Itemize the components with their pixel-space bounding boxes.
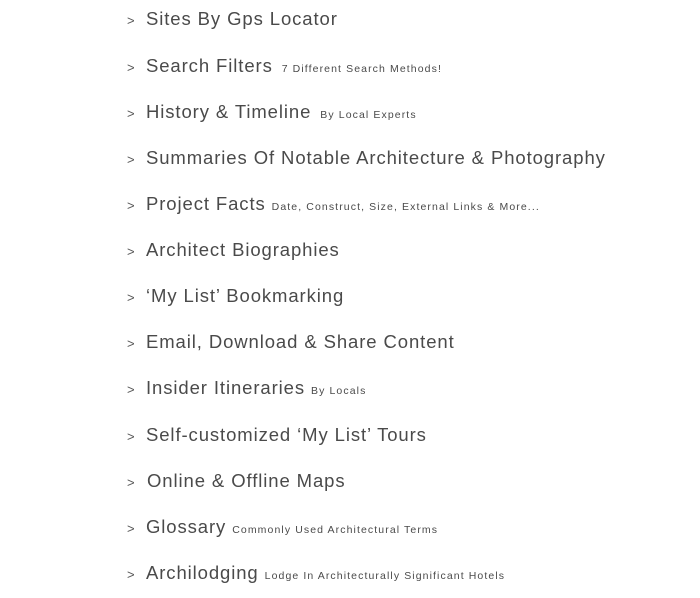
feature-item-insider-itineraries bbox=[127, 377, 366, 413]
feature-title: Architect Biographies bbox=[146, 239, 340, 260]
chevron-right-icon: > bbox=[127, 382, 135, 397]
chevron-right-icon: > bbox=[127, 60, 135, 75]
chevron-right-icon: > bbox=[127, 106, 135, 121]
feature-item-my-list-tours bbox=[127, 424, 427, 460]
feature-title: Online & Offline Maps bbox=[147, 470, 346, 491]
feature-title: Glossary bbox=[146, 516, 227, 537]
feature-subtitle: By Local Experts bbox=[320, 109, 417, 121]
chevron-right-icon: > bbox=[127, 336, 135, 351]
feature-title: ‘My List’ Bookmarking bbox=[146, 285, 345, 306]
feature-title: Summaries Of Notable Architecture & Photography bbox=[146, 147, 606, 168]
feature-item-summaries bbox=[127, 147, 606, 183]
feature-item-glossary bbox=[127, 516, 438, 552]
chevron-right-icon: > bbox=[127, 290, 135, 305]
chevron-right-icon: > bbox=[127, 429, 135, 444]
feature-subtitle: 7 Different Search Methods! bbox=[281, 63, 442, 75]
feature-subtitle: By Locals bbox=[311, 385, 367, 397]
feature-subtitle: Commonly Used Architectural Terms bbox=[232, 524, 439, 536]
feature-title: Project Facts bbox=[146, 193, 266, 214]
chevron-right-icon: > bbox=[127, 13, 135, 28]
feature-item-archilodging bbox=[127, 562, 505, 598]
feature-subtitle: Date, Construct, Size, External Links & More... bbox=[271, 201, 540, 213]
chevron-right-icon: > bbox=[127, 198, 135, 213]
chevron-right-icon: > bbox=[127, 475, 135, 490]
chevron-right-icon: > bbox=[127, 521, 135, 536]
chevron-right-icon: > bbox=[127, 152, 135, 167]
feature-item-architect-biographies bbox=[127, 239, 340, 275]
feature-title: History & Timeline bbox=[146, 101, 312, 122]
feature-title: Self-customized ‘My List’ Tours bbox=[146, 424, 427, 445]
feature-title: Insider Itineraries bbox=[146, 377, 305, 398]
feature-item-my-list-bookmarking bbox=[127, 285, 344, 321]
chevron-right-icon: > bbox=[127, 244, 135, 259]
feature-item-gps-locator bbox=[127, 8, 338, 44]
feature-item-maps bbox=[127, 470, 346, 506]
feature-item-history-timeline bbox=[127, 101, 417, 137]
feature-title: Email, Download & Share Content bbox=[146, 331, 455, 352]
feature-title: Sites By Gps Locator bbox=[146, 8, 338, 29]
feature-title: Search Filters bbox=[146, 55, 273, 76]
feature-item-email-download-share bbox=[127, 331, 455, 367]
feature-item-project-facts bbox=[127, 193, 540, 229]
feature-title: Archilodging bbox=[146, 562, 259, 583]
feature-item-search-filters bbox=[127, 55, 442, 91]
feature-subtitle: Lodge In Architecturally Significant Hotels bbox=[264, 570, 506, 582]
chevron-right-icon: > bbox=[127, 567, 135, 582]
